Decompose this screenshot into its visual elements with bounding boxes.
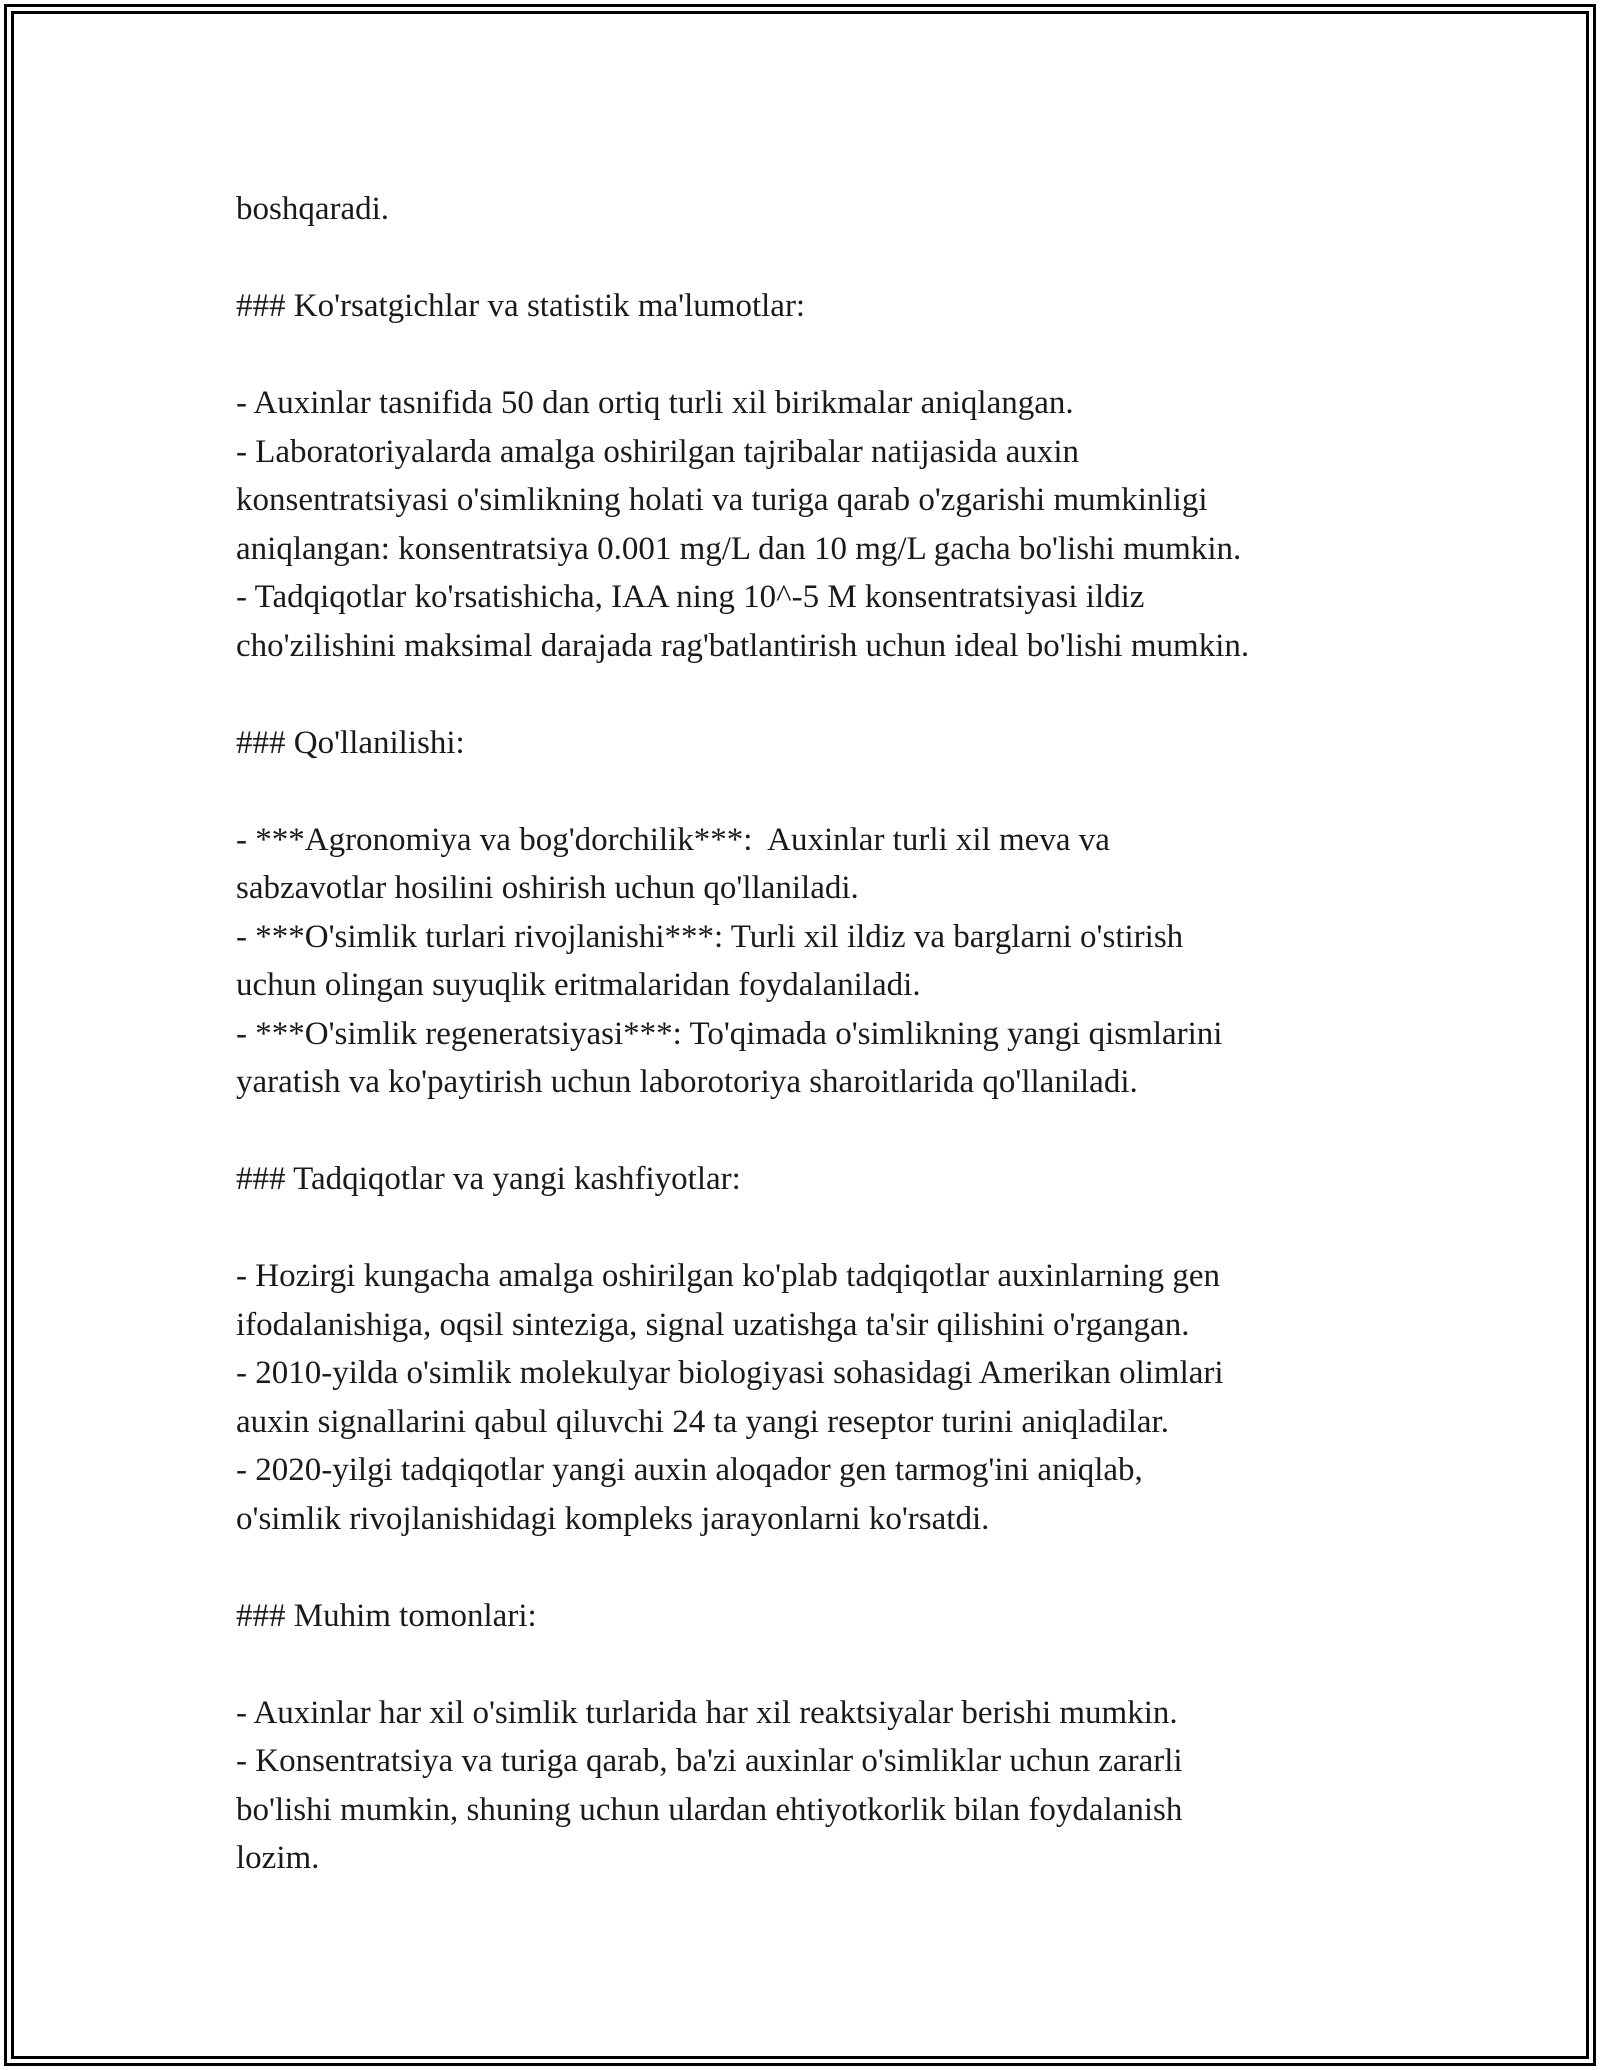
section-heading-application: ### Qo'llanilishi:: [236, 724, 465, 761]
spacer: [236, 767, 1436, 816]
text-line: cho'zilishini maksimal darajada rag'batlantirish uchun ideal bo'lishi mumkin.: [236, 627, 1250, 664]
text-line: - Tadqiqotlar ko'rsatishicha, IAA ning 10^-5 M konsentratsiyasi ildiz: [236, 579, 1145, 615]
section-heading-indicators: ### Ko'rsatgichlar va statistik ma'lumotlar:: [236, 288, 806, 324]
continuation-text: boshqaradi.: [236, 191, 390, 227]
spacer: [236, 1204, 1436, 1253]
document-body: [236, 185, 1436, 1883]
spacer: [236, 1543, 1436, 1592]
spacer: [236, 1640, 1436, 1689]
text-line: o'simlik rivojlanishidagi kompleks jarayonlarni ko'rsatdi.: [236, 1500, 990, 1537]
spacer: [236, 331, 1436, 380]
spacer: [236, 1107, 1436, 1156]
text-line: yaratish va ko'paytirish uchun laborotoriya sharoitlarida qo'llaniladi.: [236, 1064, 1138, 1100]
section-heading-research: ### Tadqiqotlar va yangi kashfiyotlar:: [236, 1161, 741, 1197]
text-line: konsentratsiyasi o'simlikning holati va turiga qarab o'zgarishi mumkinligi: [236, 482, 1208, 518]
section-heading-important-aspects: ### Muhim tomonlari:: [236, 1597, 537, 1634]
text-line: bo'lishi mumkin, shuning uchun ulardan ehtiyotkorlik bilan foydalanish: [236, 1791, 1183, 1828]
text-line: - Auxinlar har xil o'simlik turlarida har xil reaktsiyalar berishi mumkin.: [236, 1694, 1178, 1731]
text-line: uchun olingan suyuqlik eritmalaridan foydalaniladi.: [236, 967, 921, 1003]
spacer: [236, 670, 1436, 719]
spacer: [236, 234, 1436, 283]
text-line: aniqlangan: konsentratsiya 0.001 mg/L dan 10 mg/L gacha bo'lishi mumkin.: [236, 530, 1242, 567]
text-line: - Laboratoriyalarda amalga oshirilgan tajribalar natijasida auxin: [236, 433, 1079, 470]
text-line: - Hozirgi kungacha amalga oshirilgan ko'plab tadqiqotlar auxinlarning gen: [236, 1258, 1221, 1294]
text-line: sabzavotlar hosilini oshirish uchun qo'llaniladi.: [236, 870, 859, 906]
text-line: - 2010-yilda o'simlik molekulyar biologiyasi sohasidagi Amerikan olimlari: [236, 1355, 1224, 1391]
text-line: - Konsentratsiya va turiga qarab, ba'zi auxinlar o'simliklar uchun zararli: [236, 1743, 1183, 1779]
text-line: - ***Agronomiya va bog'dorchilik***: Auxinlar turli xil meva va: [236, 821, 1110, 858]
text-line: - 2020-yilgi tadqiqotlar yangi auxin aloqador gen tarmog'ini aniqlab,: [236, 1452, 1143, 1488]
text-line: - Auxinlar tasnifida 50 dan ortiq turli xil birikmalar aniqlangan.: [236, 385, 1074, 421]
text-line: auxin signallarini qabul qiluvchi 24 ta yangi reseptor turini aniqladilar.: [236, 1403, 1169, 1440]
text-line: lozim.: [236, 1840, 320, 1876]
text-line: ifodalanishiga, oqsil sinteziga, signal uzatishga ta'sir qilishini o'rgangan.: [236, 1306, 1190, 1343]
text-line: - ***O'simlik regeneratsiyasi***: To'qimada o'simlikning yangi qismlarini: [236, 1015, 1223, 1052]
text-line: - ***O'simlik turlari rivojlanishi***: Turli xil ildiz va barglarni o'stirish: [236, 918, 1184, 955]
